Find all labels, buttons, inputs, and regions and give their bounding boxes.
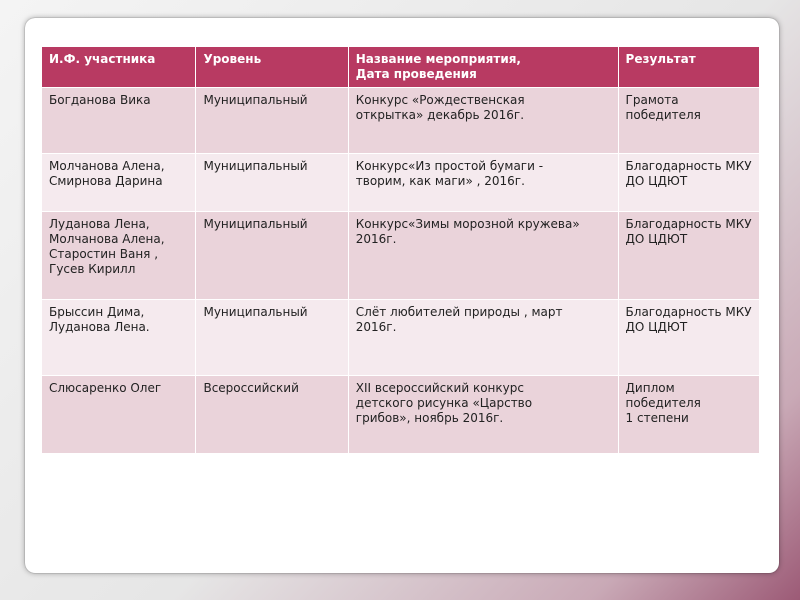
- cell-participants: Брыссин Дима, Луданова Лена.: [42, 300, 196, 376]
- cell-result: Грамота победителя: [618, 88, 759, 154]
- header-level: Уровень: [196, 47, 348, 88]
- cell-event: Конкурс «Рождественская открытка» декабрь 2016г.: [348, 88, 618, 154]
- table-row: [42, 88, 760, 154]
- cell-result: Диплом победителя 1 степени: [618, 376, 759, 454]
- cell-event: XII всероссийский конкурс детского рисунка «Царство грибов», ноябрь 2016г.: [348, 376, 618, 454]
- cell-participants: Слюсаренко Олег: [42, 376, 196, 454]
- cell-level: Всероссийский: [196, 376, 348, 454]
- table-row: [42, 212, 760, 300]
- cell-level: Муниципальный: [196, 212, 348, 300]
- cell-participants: Луданова Лена, Молчанова Алена, Старостин Ваня , Гусев Кирилл: [42, 212, 196, 300]
- table-row: [42, 154, 760, 212]
- cell-event: Конкурс«Из простой бумаги - творим, как маги» , 2016г.: [348, 154, 618, 212]
- cell-level: Муниципальный: [196, 88, 348, 154]
- table-row: [42, 300, 760, 376]
- cell-participants: Молчанова Алена, Смирнова Дарина: [42, 154, 196, 212]
- table-header-row: [42, 47, 760, 88]
- cell-result: Благодарность МКУ ДО ЦДЮТ: [618, 300, 759, 376]
- table-row: [42, 376, 760, 454]
- header-result: Результат: [618, 47, 759, 88]
- results-table: [41, 46, 760, 454]
- cell-result: Благодарность МКУ ДО ЦДЮТ: [618, 154, 759, 212]
- cell-event: Конкурс«Зимы морозной кружева» 2016г.: [348, 212, 618, 300]
- header-participant: И.Ф. участника: [42, 47, 196, 88]
- cell-result: Благодарность МКУ ДО ЦДЮТ: [618, 212, 759, 300]
- cell-level: Муниципальный: [196, 300, 348, 376]
- cell-participants: Богданова Вика: [42, 88, 196, 154]
- cell-event: Слёт любителей природы , март 2016г.: [348, 300, 618, 376]
- slide: [25, 18, 779, 573]
- cell-level: Муниципальный: [196, 154, 348, 212]
- header-event: Название мероприятия, Дата проведения: [348, 47, 618, 88]
